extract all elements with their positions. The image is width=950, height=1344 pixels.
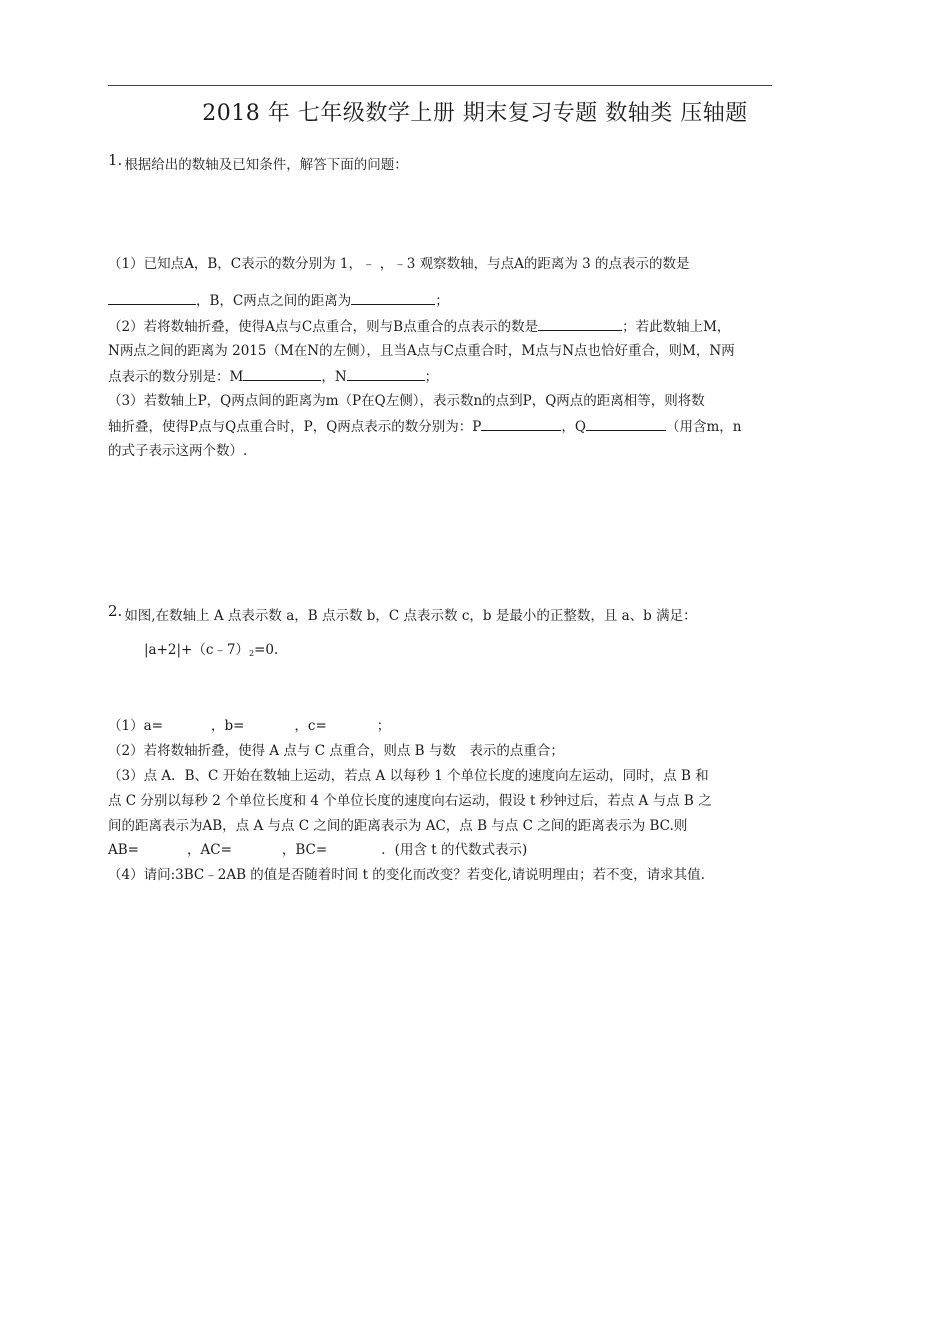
q1-part2-line-c [108,366,838,387]
q2-part1-b: ，b= [210,718,245,734]
q1-blank-p[interactable] [481,416,561,431]
q2-intro: 如图,在数轴上 A 点表示数 a，B 点示数 b，C 点表示数 c，b 是最小的正整数，且 a、b 满足： [124,608,697,624]
q1-intro: 根据给出的数轴及已知条件，解答下面的问题： [124,157,408,173]
q2-intro-line [108,602,838,626]
q2-part1-c: ，c= [294,718,327,734]
q2-equation-exponent: 2 [249,649,255,658]
q1-blank-b-fold[interactable] [538,316,622,331]
q2-part3-line-b: 点 C 分别以每秒 2 个单位长度和 4 个单位长度的速度向右运动，假设 t 秒钟过后，若点 A 与点 B 之 [108,793,712,809]
q1-part2-line-a [108,316,838,337]
q2-part1-a: （1）a= [108,718,163,734]
q1-part2-text: （2）若将数轴折叠，使得A点与C点重合，则与B点重合的点表示的数是 [108,319,539,335]
q2-part3-note: ．(用含 t 的代数式表示) [381,842,528,858]
q1-part3-note: （用含m，n [665,419,742,435]
q2-equation-main: |a+2|+（c﹣7） [144,642,250,658]
q2-part3-line-d [108,840,838,860]
q1-part3-line-a: （3）若数轴上P，Q两点间的距离为m（P在Q左侧），表示数n的点到P，Q两点的距离相等，则将数 [108,393,705,409]
q1-blank-m[interactable] [243,366,321,381]
q1-part2-n-label: ，N [321,369,347,385]
q2-part3-ab: AB= [108,842,139,858]
q1-part1-text: ，B，C两点之间的距离为 [196,293,352,309]
q2-part1-line [108,716,838,736]
q2-number: 2. [108,602,123,620]
q1-blank-n[interactable] [347,366,425,381]
q2-part3-line-a: （3）点 A．B、C 开始在数轴上运动，若点 A 以每秒 1 个单位长度的速度向左运动，同时，点 B 和 [108,768,709,784]
q1-part2-line-b: N两点之间的距离为 2015（M在N的左侧），且当A点与C点重合时，M点与N点也恰好重合，则M，N两 [108,343,735,359]
q1-part2-c-end: ； [424,369,439,385]
q2-part4-line: （4）请问:3BC﹣2AB 的值是否随着时间 t 的变化而改变？若变化,请说明理由；若不变，请求其值. [108,867,705,883]
q1-part2-end: ；若此数轴上M， [622,319,731,335]
q2-part1-end: ； [376,718,391,734]
q1-part1-end: ； [435,293,449,309]
q1-part1-line-b [108,290,838,311]
q2-equation [144,640,874,662]
q1-intro-line [108,151,838,175]
q1-part3-line-b [108,416,838,437]
q2-part2-line: （2）若将数轴折叠，使得 A 点与 C 点重合，则点 B 与数 表示的点重合； [108,743,564,759]
q1-part2-m-label: 点表示的数分别是：M [108,369,244,385]
q1-part3-line-c: 的式子表示这两个数）. [108,443,248,459]
q1-number: 1. [108,151,123,169]
page-title: 2018 年 七年级数学上册 期末复习专题 数轴类 压轴题 [202,101,748,126]
q2-part3-bc: ，BC= [281,842,328,858]
q1-blank-q[interactable] [586,416,666,431]
q1-blank-distance3[interactable] [108,290,196,305]
q1-part3-p-label: 轴折叠，使得P点与Q点重合时，P，Q两点表示的数分别为：P [108,419,482,435]
q1-part1-line-a: （1）已知点A，B，C表示的数分别为 1，﹣ ，﹣3 观察数轴，与点A的距离为 3 的点表示的数是 [108,256,690,272]
q1-part3-q-label: ，Q [561,419,586,435]
q1-blank-bc-distance[interactable] [351,290,435,305]
q2-part3-line-c: 间的距离表示为AB，点 A 与点 C 之间的距离表示为 AC，点 B 与点 C 之间的距离表示为 BC.则 [108,818,688,834]
q2-equation-end: =0. [254,642,279,658]
header-rule [108,85,772,86]
q2-part3-ac: ，AC= [186,842,232,858]
